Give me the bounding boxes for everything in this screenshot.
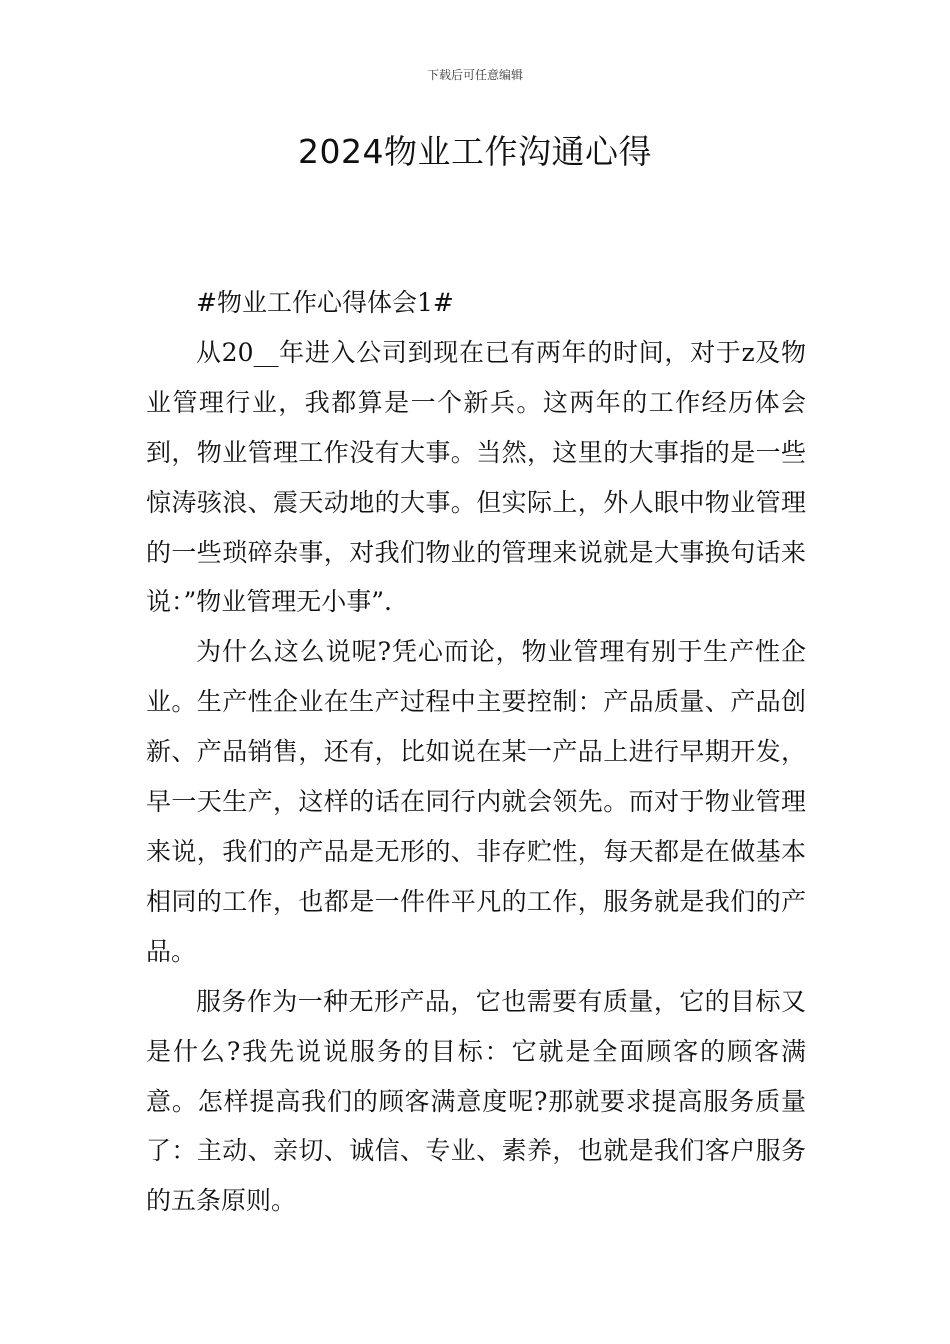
- header-note: 下载后可任意编辑: [426, 68, 523, 82]
- document-title: 2024物业工作沟通心得: [298, 132, 652, 171]
- section-heading: #物业工作心得体会1#: [196, 288, 454, 317]
- paragraph-2: 为什么这么说呢?凭心而论，物业管理有别于生产性企业。生产性企业在生产过程中主要控制：产品质量、产品创新、产品销售，还有，比如说在某一产品上进行早期开发，早一天生产，这样的话在同行内就会领先。而对于物业管理来说，我们的产品是无形的、非存贮性，每天都是在做基本相同的工作，也都是一件件平凡的工作，服务就是我们的产品。: [146, 637, 806, 966]
- document-body: [146, 278, 806, 1226]
- paragraph-3: 服务作为一种无形产品，它也需要有质量，它的目标又是什么?我先说说服务的目标：它就是全面顾客的顾客满意。怎样提高我们的顾客满意度呢?那就要求提高服务质量了：主动、亲切、诚信、专业、素养，也就是我们客户服务的五条原则。: [146, 986, 806, 1216]
- paragraph-1: 从20__年进入公司到现在已有两年的时间，对于z及物业管理行业，我都算是一个新兵。这两年的工作经历体会到，物业管理工作没有大事。当然，这里的大事指的是一些惊涛骇浪、震天动地的大事。但实际上，外人眼中物业管理的一些琐碎杂事，对我们物业的管理来说就是大事换句话来说：”物业管理无小事”.: [146, 337, 806, 617]
